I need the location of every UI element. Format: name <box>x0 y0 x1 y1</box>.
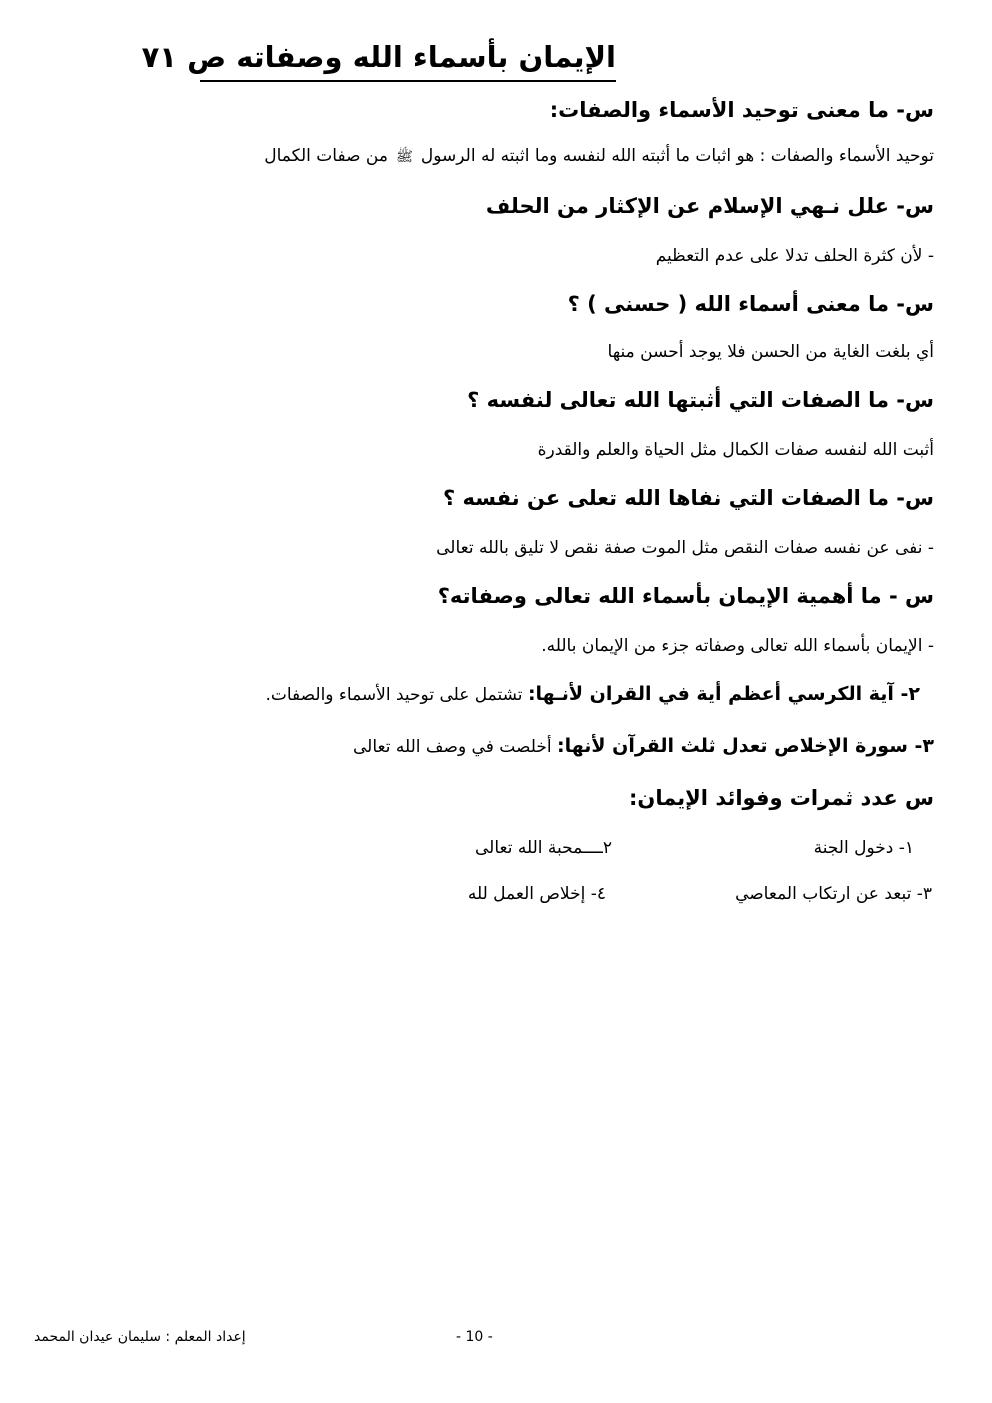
pbuh-symbol: ﷺ <box>395 149 413 165</box>
question-tawhid-meaning: س- ما معنى توحيد الأسماء والصفات: <box>549 98 934 122</box>
question-importance: س - ما أهمية الإيمان بأسماء الله تعالى وصفاته؟ <box>437 584 934 608</box>
question-oath-prohibition: س- علل نـهي الإسلام عن الإكثار من الحلف <box>485 194 934 218</box>
answer-oath-prohibition: - لأن كثرة الحلف تدلا على عدم التعظيم <box>655 246 934 266</box>
list-item: ٢ــــمحبة الله تعالى <box>474 838 612 858</box>
point-surat-al-ikhlas-heading: ٣- سورة الإخلاص تعدل ثلث القرآن لأنها: <box>556 735 934 757</box>
footer-author: إعداد المعلم : سليمان عيدان المحمد <box>34 1329 246 1345</box>
point-ayat-al-kursi-text: تشتمل على توحيد الأسماء والصفات. <box>265 685 528 705</box>
page-number: - 10 - <box>456 1329 493 1345</box>
answer-tawhid-meaning <box>40 142 934 171</box>
list-item: ١- دخول الجنة <box>813 838 914 858</box>
answer-negated-attributes: - نفى عن نفسه صفات النقص مثل الموت صفة نقص لا تليق بالله تعالى <box>436 538 934 558</box>
question-negated-attributes: س- ما الصفات التي نفاها الله تعلى عن نفسه ؟ <box>443 486 934 510</box>
answer-beautiful-names: أي بلغت الغاية من الحسن فلا يوجد أحسن منها <box>607 342 934 362</box>
answer-text-part2: من صفات الكمال <box>264 146 388 166</box>
page-title: الإيمان بأسماء الله وصفاته ص ٧١ <box>200 34 616 82</box>
list-item: ٣- تبعد عن ارتكاب المعاصي <box>735 884 932 904</box>
question-beautiful-names: س- ما معنى أسماء الله ( حسنى ) ؟ <box>567 292 934 316</box>
point-ayat-al-kursi-heading: ٢- آية الكرسي أعظم أية في القران لأنـها: <box>527 683 920 705</box>
answer-importance: - الإيمان بأسماء الله تعالى وصفاته جزء من الإيمان بالله. <box>541 636 934 656</box>
point-ayat-al-kursi <box>40 678 920 711</box>
point-surat-al-ikhlas <box>60 730 934 763</box>
question-affirmed-attributes: س- ما الصفات التي أثبتها الله تعالى لنفسه ؟ <box>467 388 934 412</box>
point-surat-al-ikhlas-text: أخلصت في وصف الله تعالى <box>353 737 557 757</box>
answer-text-part1: توحيد الأسماء والصفات : هو اثبات ما أثبته الله لنفسه وما اثبته له الرسول <box>420 146 934 166</box>
answer-affirmed-attributes: أثبت الله لنفسه صفات الكمال مثل الحياة والعلم والقدرة <box>537 440 934 460</box>
list-item: ٤- إخلاص العمل لله <box>467 884 606 904</box>
question-fruits-of-faith: س عدد ثمرات وفوائد الإيمان: <box>629 786 934 810</box>
